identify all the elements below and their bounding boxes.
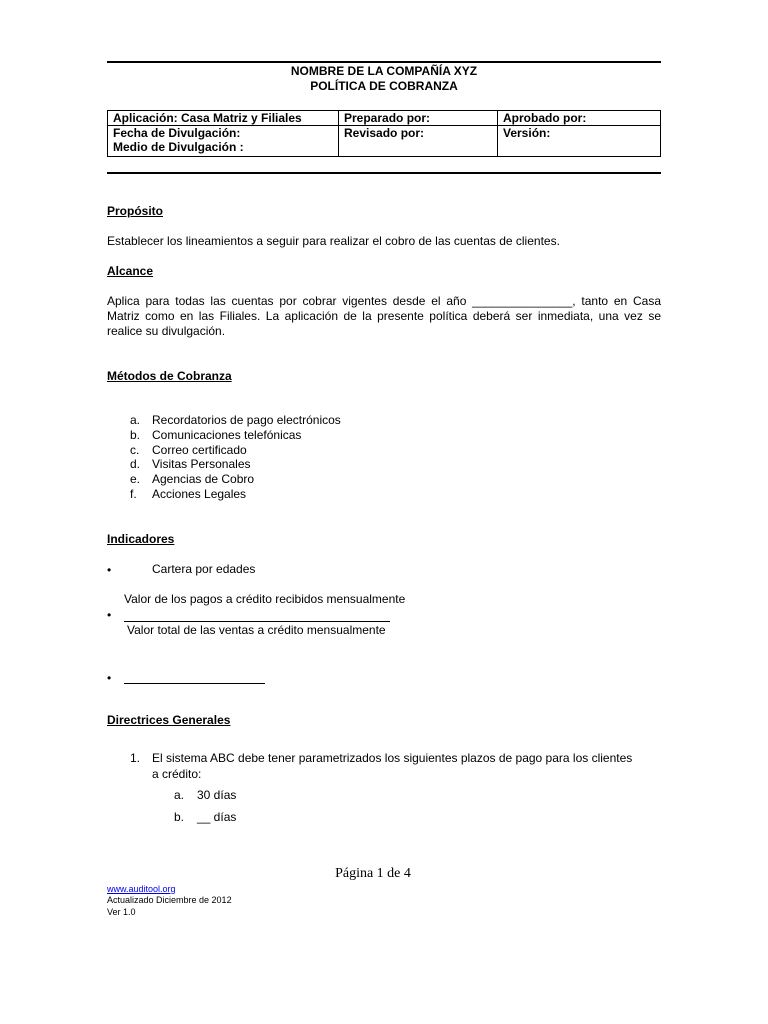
website-link-wrap [107, 884, 176, 895]
preparado-cell: Preparado por: [339, 111, 498, 126]
indicador-cartera: Cartera por edades [152, 562, 256, 576]
list-item: f. Acciones Legales [130, 486, 247, 501]
policy-title: POLÍTICA DE COBRANZA [310, 79, 458, 93]
alcance-text: Aplica para todas las cuentas por cobrar vigentes desde el año _______________, tanto en Casa Matriz como en las Filiales. La aplicación de la presente política deberá ser inmediata, una vez se realice su divulgación. [107, 294, 661, 338]
medio-label: Medio de Divulgación : [113, 140, 244, 154]
directriz-1-line2: a crédito: [152, 767, 202, 781]
company-name: NOMBRE DE LA COMPAÑÍA XYZ [290, 64, 478, 78]
fecha-medio-cell [108, 126, 339, 157]
indicador-numerator: Valor de los pagos a crédito recibidos mensualmente [124, 592, 406, 606]
bullet-icon: • [107, 563, 112, 577]
plazo-a-marker: a. [174, 788, 185, 802]
fecha-label: Fecha de Divulgación: [113, 126, 241, 140]
indicador-denominator: Valor total de las ventas a crédito mensualmente [127, 623, 386, 637]
directrices-heading: Directrices Generales [107, 713, 231, 727]
indicadores-heading: Indicadores [107, 532, 175, 546]
list-item: d. Visitas Personales [130, 457, 251, 472]
proposito-text: Establecer los lineamientos a seguir para realizar el cobro de las cuentas de clientes. [107, 234, 560, 248]
list-item: e. Agencias de Cobro [130, 472, 255, 487]
version-label: Ver 1.0 [107, 907, 136, 917]
list-item: a. Recordatorios de pago electrónicos [130, 413, 341, 427]
top-rule [107, 61, 661, 63]
updated-date: Actualizado Diciembre de 2012 [107, 895, 232, 905]
bullet-icon: • [107, 608, 112, 622]
revisado-cell: Revisado por: [339, 126, 498, 157]
directriz-1-marker: 1. [130, 751, 141, 765]
list-item: b. Comunicaciones telefónicas [130, 427, 302, 442]
website-link[interactable]: www.auditool.org [107, 884, 176, 894]
plazo-b-text: __ días [197, 810, 237, 824]
aprobado-cell: Aprobado por: [498, 111, 661, 126]
page-number: Página 1 de 4 [335, 866, 411, 881]
version-cell: Versión: [498, 126, 661, 157]
plazo-b-marker: b. [174, 810, 185, 824]
metodos-heading: Métodos de Cobranza [107, 369, 232, 383]
aplicacion-cell: Aplicación: Casa Matriz y Filiales [108, 111, 339, 126]
proposito-heading: Propósito [107, 204, 163, 218]
metodos-list [130, 413, 341, 502]
plazo-a-text: 30 días [197, 788, 237, 802]
header-bottom-rule [107, 172, 661, 174]
info-table [107, 110, 661, 157]
alcance-heading: Alcance [107, 264, 154, 278]
bullet-icon: • [107, 671, 112, 685]
list-item: c. Correo certificado [130, 442, 247, 457]
directriz-1-line1: El sistema ABC debe tener parametrizados los siguientes plazos de pago para los clientes [152, 751, 633, 765]
fraction-line [124, 621, 390, 622]
blank-indicator-line [124, 683, 265, 684]
